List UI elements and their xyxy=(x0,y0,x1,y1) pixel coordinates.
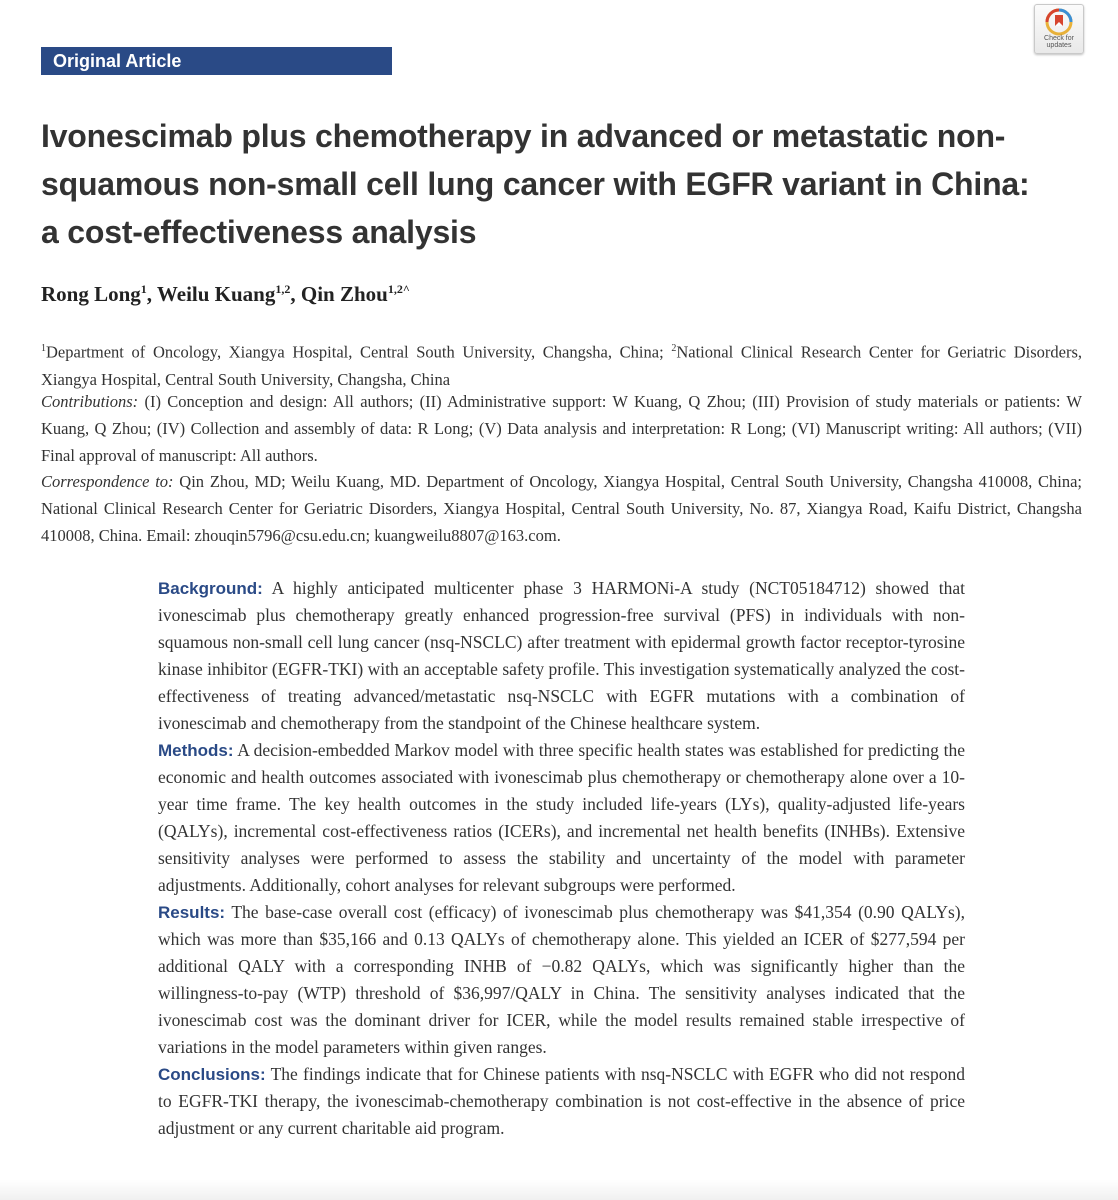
abstract-background xyxy=(158,575,965,737)
abstract-results xyxy=(158,899,965,1061)
contributions xyxy=(41,388,1082,469)
bottom-shadow xyxy=(0,1180,1118,1200)
article-type-label: Original Article xyxy=(53,51,182,71)
abstract-conclusions xyxy=(158,1061,965,1142)
correspondence-text: Qin Zhou, MD; Weilu Kuang, MD. Department of Oncology, Xiangya Hospital, Central South University, Changsha 410008, China; National Clinical Research Center for Geriatric Disorders, Xiangya Hospital, Central South University, No. 87, Xiangya Road, Kaifu District, Changsha 410008, China. Email: zhouqin5796@csu.edu.cn; kuangweilu8807@163.com. xyxy=(41,472,1083,545)
author-name: Rong Long xyxy=(41,282,141,306)
contributions-label: Contributions: xyxy=(41,392,139,411)
check-for-updates-badge[interactable] xyxy=(1034,4,1084,54)
conclusions-text: The findings indicate that for Chinese patients with nsq-NSCLC with EGFR who did not respond to EGFR-TKI therapy, the ivonescimab-chemotherapy combination is not cost-effective in the absence of price adjustment or any current charitable aid program. xyxy=(158,1064,965,1138)
results-text: The base-case overall cost (efficacy) of ivonescimab plus chemotherapy was $41,354 (0.90 QALYs), which was more than $35,166 and 0.13 QALYs of chemotherapy alone. This yielded an ICER of $277,594 per additional QALY with a corresponding INHB of −0.82 QALYs, which was significantly higher than the willingness-to-pay (WTP) threshold of $36,997/QALY in China. The sensitivity analyses indicated that the ivonescimab cost was the dominant driver for ICER, while the model results remained stable irrespective of variations in the model parameters within given ranges. xyxy=(158,902,965,1057)
article-type-bar xyxy=(41,47,392,75)
author-name: Weilu Kuang xyxy=(156,282,276,306)
conclusions-heading: Conclusions: xyxy=(158,1065,266,1084)
results-heading: Results: xyxy=(158,903,226,922)
author-affiliation-marker: 1,2^ xyxy=(387,282,410,296)
affiliation-marker: 2 xyxy=(671,343,677,354)
background-heading: Background: xyxy=(158,579,263,598)
affiliation-2: National Clinical Research Center for Geriatric Disorders, Xiangya Hospital, Central South University, Changsha, China xyxy=(41,342,1082,389)
affiliations xyxy=(41,335,1082,393)
author-affiliation-marker: 1 xyxy=(140,282,147,296)
affiliation-1: Department of Oncology, Xiangya Hospital, Central South University, Changsha, China; xyxy=(46,342,672,362)
author-separator: , xyxy=(290,282,301,306)
author-name: Qin Zhou xyxy=(300,282,388,306)
methods-text: A decision-embedded Markov model with three specific health states was established for predicting the economic and health outcomes associated with ivonescimab plus chemotherapy or chemotherapy alone over a 10-year time frame. The key health outcomes in the study included life-years (LYs), quality-adjusted life-years (QALYs), incremental cost-effectiveness ratios (ICERs), and incremental net health benefits (INHBs). Extensive sensitivity analyses were performed to assess the stability and uncertainty of the model with parameter adjustments. Additionally, cohort analyses for relevant subgroups were performed. xyxy=(158,740,965,895)
check-updates-label: Check for updates xyxy=(1044,35,1074,49)
contributions-text: (I) Conception and design: All authors; (II) Administrative support: W Kuang, Q Zhou; (III) Provision of study materials or patients: W Kuang, Q Zhou; (IV) Collection and assembly of data: R Long; (V) Data analysis and interpretation: R Long; (VI) Manuscript writing: All authors; (VII) Final approval of manuscript: All authors. xyxy=(41,392,1082,465)
author-separator: , xyxy=(146,282,157,306)
abstract xyxy=(158,575,965,1142)
abstract-methods xyxy=(158,737,965,899)
affiliation-marker: 1 xyxy=(41,343,46,354)
correspondence xyxy=(41,468,1082,549)
correspondence-label: Correspondence to: xyxy=(41,472,174,491)
check-updates-icon xyxy=(1044,8,1074,36)
article-title: Ivonescimab plus chemotherapy in advanced or metastatic non-squamous non-small cell lung cancer with EGFR variant in China: a cost-effectiveness analysis xyxy=(41,118,1030,250)
author-affiliation-marker: 1,2 xyxy=(275,282,291,296)
background-text: A highly anticipated multicenter phase 3 HARMONi-A study (NCT05184712) showed that ivonescimab plus chemotherapy greatly enhanced progression-free survival (PFS) in individuals with non-squamous non-small cell lung cancer (nsq-NSCLC) after treatment with epidermal growth factor receptor-tyrosine kinase inhibitor (EGFR-TKI) with an acceptable safety profile. This investigation systematically analyzed the cost-effectiveness of treating advanced/metastatic nsq-NSCLC with EGFR mutations with a combination of ivonescimab and chemotherapy from the standpoint of the Chinese healthcare system. xyxy=(158,578,965,733)
methods-heading: Methods: xyxy=(158,741,234,760)
author-list xyxy=(41,282,410,307)
